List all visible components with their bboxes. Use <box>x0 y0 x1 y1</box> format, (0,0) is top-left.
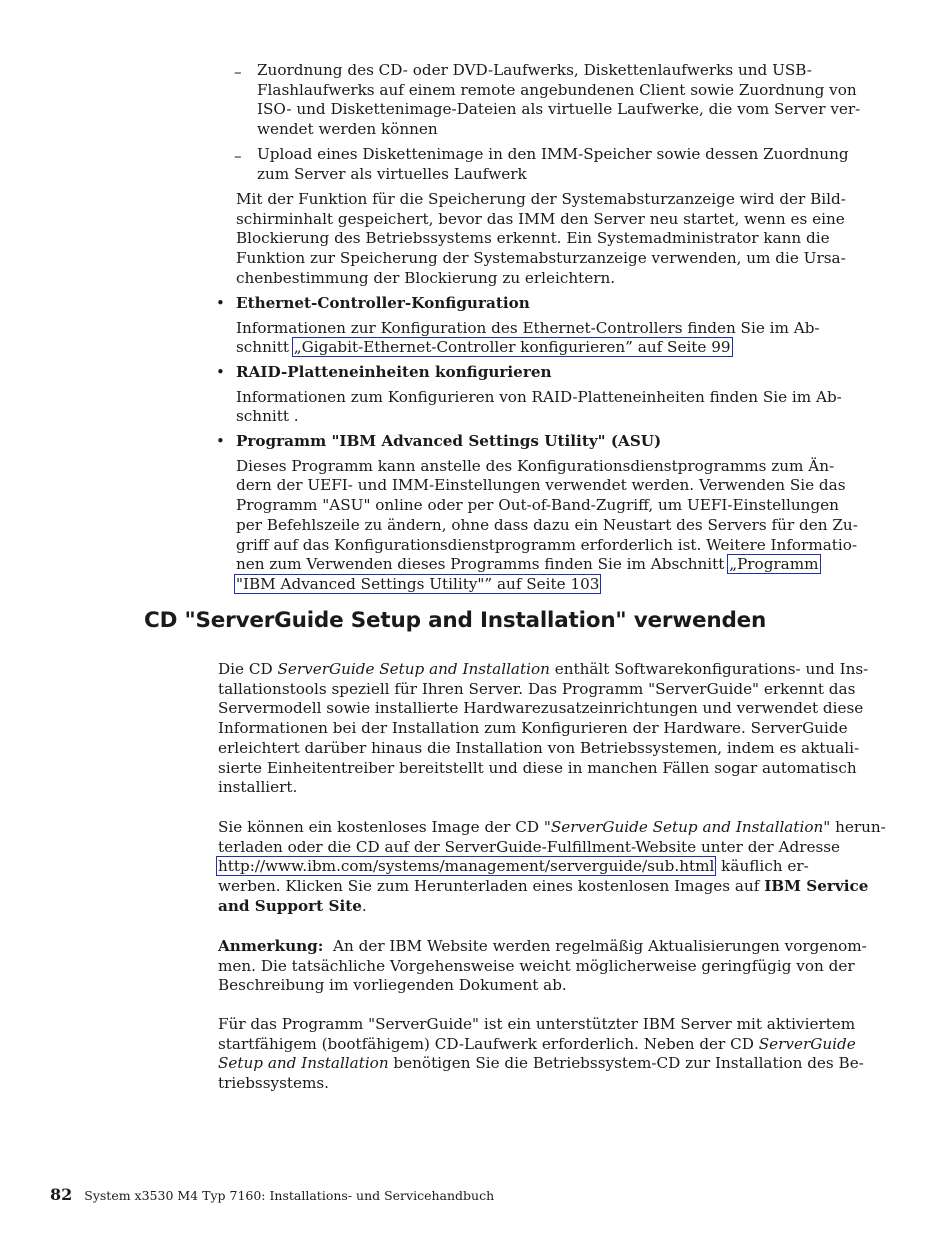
text-line: chenbestimmung der Blockierung zu erleichtern. <box>236 268 616 287</box>
serverguide-intro-paragraph <box>218 660 868 798</box>
text-line <box>218 857 886 877</box>
ethernet-config-link[interactable]: „Gigabit-Ethernet-Controller konfigurieren” auf Seite 99 <box>293 338 731 357</box>
text-line: Informationen zur Konfiguration des Ethernet-Controllers finden Sie im Ab- <box>236 318 820 337</box>
text-fragment: benötigen Sie die Betriebssystem-CD zur Installation des Be- <box>388 1054 864 1073</box>
text-fragment: An der IBM Website werden regelmäßig Aktualisierungen vorgenom- <box>323 937 867 955</box>
text-fragment: Die CD <box>218 660 278 678</box>
text-line: wendet werden können <box>257 120 438 139</box>
book-title: System x3530 M4 Typ 7160: Installations- und Servicehandbuch <box>84 1188 495 1203</box>
text-fragment: schnitt <box>236 338 294 357</box>
text-line: Mit der Funktion für die Speicherung der Systemabsturzanzeige wird der Bild- <box>236 190 846 208</box>
serverguide-url-link[interactable]: http://www.ibm.com/systems/management/serverguide/sub.html <box>218 857 715 876</box>
text-line: erleichtert darüber hinaus die Installation von Betriebssystemen, indem es aktuali- <box>218 738 860 757</box>
list-dash: – <box>234 147 242 165</box>
text-line <box>218 937 867 957</box>
text-line <box>218 1035 864 1055</box>
crash-capture-paragraph <box>236 190 846 289</box>
text-line <box>236 555 858 575</box>
text-line: Servermodell sowie installierte Hardwarezusatzeinrichtungen und verwendet diese <box>218 699 864 718</box>
text-fragment: käuflich er- <box>716 857 809 876</box>
list-dash: – <box>234 63 242 81</box>
page-footer <box>50 1185 494 1204</box>
sublist-item-diskette-upload <box>257 145 849 184</box>
text-line: tallationstools speziell für Ihren Server. Das Programm "ServerGuide" erkennt das <box>218 679 856 698</box>
text-line: Informationen zum Konfigurieren von RAID-Platteneinheiten finden Sie im Ab- <box>236 387 842 406</box>
text-line <box>236 338 820 358</box>
text-line: Programm "ASU" online oder per Out-of-Band-Zugriff, um UEFI-Einstellungen <box>236 496 839 515</box>
text-line <box>218 1054 864 1074</box>
support-site-bold: and Support Site <box>218 896 362 915</box>
text-line: Dieses Programm kann anstelle des Konfigurationsdienstprogramms zum Än- <box>236 456 835 475</box>
text-fragment: enthält Softwarekonfigurations- und Ins- <box>549 660 869 678</box>
item-title: Ethernet-Controller-Konfiguration <box>236 294 530 312</box>
asu-section-link[interactable]: „Programm <box>729 555 819 574</box>
text-line: dern der UEFI- und IMM-Einstellungen verwendet werden. Verwenden Sie das <box>236 476 846 495</box>
text-line: Upload eines Diskettenimage in den IMM-Speicher sowie dessen Zuordnung <box>257 145 849 163</box>
text-line <box>236 575 858 595</box>
text-line: triebssystems. <box>218 1074 330 1093</box>
item-title: RAID-Platteneinheiten konfigurieren <box>236 363 552 381</box>
text-line: Funktion zur Speicherung der Systemabsturzanzeige verwenden, um die Ursa- <box>236 249 846 268</box>
support-site-bold: IBM Service <box>764 877 869 896</box>
asu-section-link[interactable]: "IBM Advanced Settings Utility"” auf Seite 103 <box>236 574 600 593</box>
item-title: Programm "IBM Advanced Settings Utility" (ASU) <box>236 432 662 450</box>
text-line: Für das Programm "ServerGuide" ist ein unterstützter IBM Server mit aktiviertem <box>218 1015 856 1033</box>
sublist-item-drive-mapping <box>257 61 860 140</box>
note-label: Anmerkung: <box>218 937 324 955</box>
text-line: sierte Einheitentreiber bereitstellt und diese in manchen Fällen sogar automatisch <box>218 758 857 777</box>
bullet-icon: • <box>216 432 225 450</box>
serverguide-download-paragraph <box>218 818 886 917</box>
text-fragment: . <box>361 896 367 915</box>
text-line: schnitt . <box>236 407 299 426</box>
text-line: zum Server als virtuelles Laufwerk <box>257 164 527 183</box>
text-line: terladen oder die CD auf der ServerGuide-Fulfillment-Website unter der Adresse <box>218 837 841 856</box>
cd-title-italic: ServerGuide Setup and Installation <box>277 660 550 678</box>
cd-title-italic: Setup and Installation <box>218 1054 389 1073</box>
section-heading: CD "ServerGuide Setup and Installation" verwenden <box>144 608 767 633</box>
text-line: Blockierung des Betriebssystems erkennt. Ein Systemadministrator kann die <box>236 229 830 248</box>
text-fragment: startfähigem (bootfähigem) CD-Laufwerk erforderlich. Neben der CD <box>218 1034 759 1053</box>
raid-config-item <box>236 363 842 427</box>
requirements-paragraph <box>218 1015 864 1094</box>
note-paragraph <box>218 937 867 996</box>
asu-item <box>236 432 858 595</box>
text-line: installiert. <box>218 778 298 797</box>
bullet-icon: • <box>216 363 225 381</box>
text-line <box>218 818 886 838</box>
page-number: 82 <box>50 1185 73 1204</box>
text-line: Informationen bei der Installation zum Konfigurieren der Hardware. ServerGuide <box>218 719 848 738</box>
text-fragment: " herun- <box>823 818 886 836</box>
text-line <box>218 877 886 897</box>
text-fragment: Sie können ein kostenloses Image der CD " <box>218 818 551 836</box>
cd-title-italic: ServerGuide Setup and Installation <box>550 818 824 836</box>
text-line: ISO- und Diskettenimage-Dateien als virtuelle Laufwerke, die vom Server ver- <box>257 100 861 119</box>
ethernet-config-item <box>236 294 820 358</box>
text-fragment: werben. Klicken Sie zum Herunterladen eines kostenlosen Images auf <box>218 877 765 896</box>
text-line <box>218 897 886 917</box>
text-line <box>218 660 868 680</box>
text-line: schirminhalt gespeichert, bevor das IMM den Server neu startet, wenn es eine <box>236 209 845 228</box>
text-line: per Befehlszeile zu ändern, ohne dass dazu ein Neustart des Servers für den Zu- <box>236 515 858 534</box>
text-line: Flashlaufwerks auf einem remote angebundenen Client sowie Zuordnung von <box>257 80 857 99</box>
cd-title-italic: ServerGuide <box>758 1034 856 1053</box>
text-line: Zuordnung des CD- oder DVD-Laufwerks, Diskettenlaufwerks und USB- <box>257 61 812 79</box>
bullet-icon: • <box>216 294 225 312</box>
text-line: griff auf das Konfigurationsdienstprogramm erforderlich ist. Weitere Informatio- <box>236 535 858 554</box>
text-line: men. Die tatsächliche Vorgehensweise weicht möglicherweise geringfügig von der <box>218 956 855 975</box>
text-line: Beschreibung im vorliegenden Dokument ab. <box>218 976 567 995</box>
text-fragment: nen zum Verwenden dieses Programms finden Sie im Abschnitt <box>236 555 730 574</box>
